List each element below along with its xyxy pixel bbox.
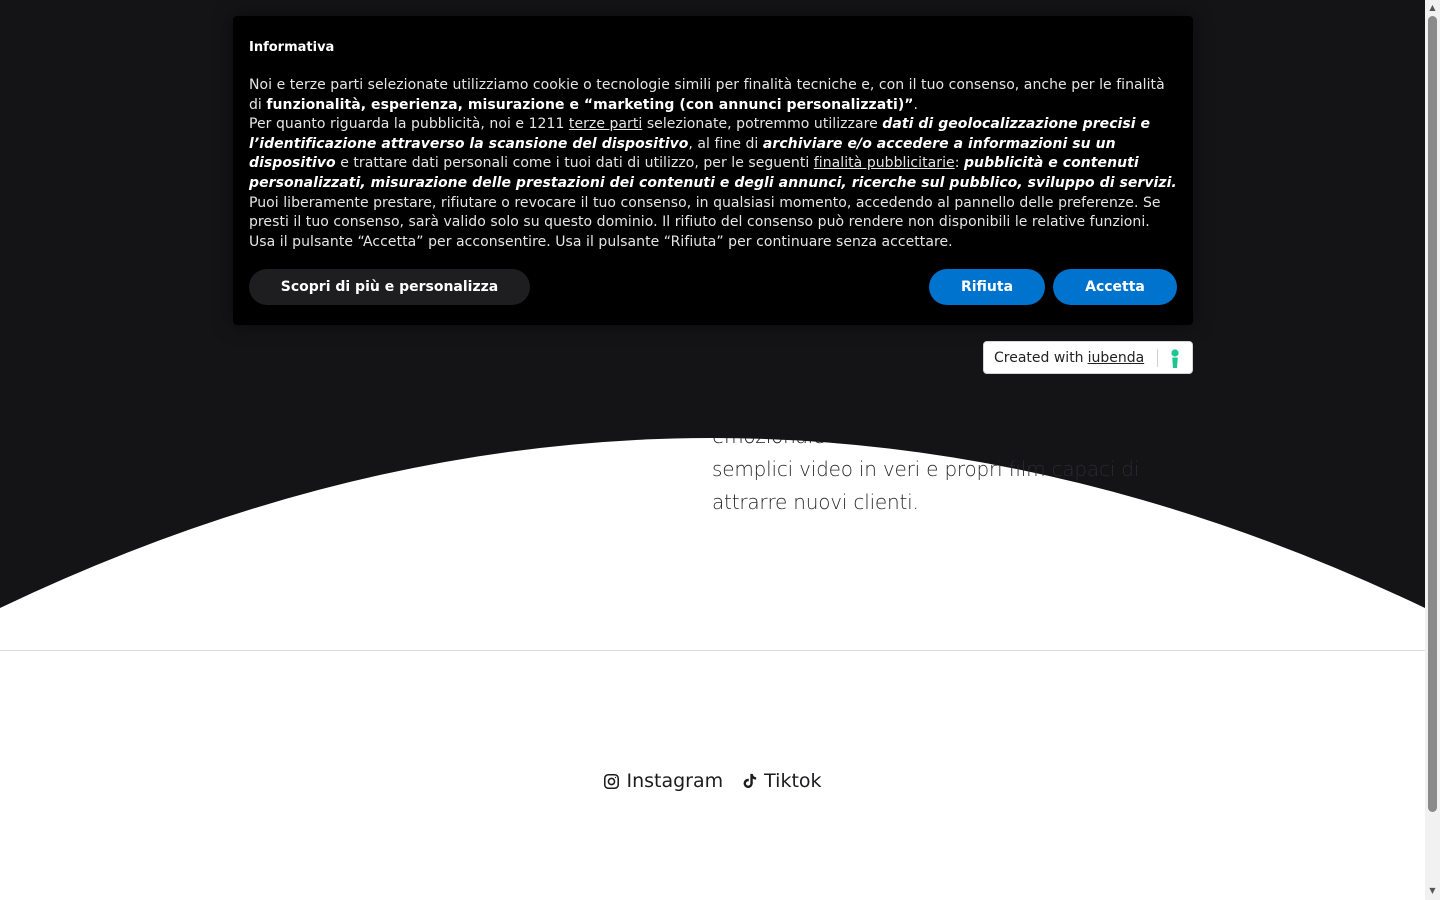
cookie-text-bold: funzionalità, esperienza, misurazione e “marketing (con annunci personalizzati)” <box>266 96 914 113</box>
learn-more-button[interactable]: Scopri di più e personalizza <box>249 269 530 305</box>
cookie-paragraph: Usa il pulsante “Accetta” per acconsentire. Usa il pulsante “Rifiuta” per continuare senza accettare. <box>249 233 953 250</box>
hero-text-line: attrarre nuovi clienti. <box>712 490 919 514</box>
hero-text-line: emozionale ce ... <box>712 424 879 448</box>
social-links <box>0 770 1425 792</box>
reject-button[interactable]: Rifiuta <box>929 269 1045 305</box>
third-parties-link[interactable]: terze parti <box>568 116 643 133</box>
cookie-banner-title: Informativa <box>249 40 335 55</box>
footer-divider <box>0 650 1425 651</box>
cookie-text: , al fine di <box>688 135 763 152</box>
cookie-text-emph: archiviare e/o accedere a informazioni su un dispositivo <box>249 135 1116 172</box>
cookie-text: Noi e terze parti selezionate utilizziamo cookie o tecnologie simili per finalità tecniche e, con il tuo consenso, anche per le finalità di <box>249 77 1165 113</box>
cookie-text: Per quanto riguarda la pubblicità, noi e 1211 <box>249 116 569 133</box>
accept-button[interactable]: Accetta <box>1053 269 1177 305</box>
scrollbar-thumb[interactable] <box>1428 16 1437 812</box>
tiktok-icon <box>741 772 758 790</box>
cookie-text: e trattare dati personali come i tuoi dati di utilizzo, per le seguenti <box>335 155 814 172</box>
iubenda-badge[interactable] <box>983 341 1193 374</box>
hero-text-line: semplici video in veri e propri film capaci di <box>712 457 1140 481</box>
cookie-text-emph: dati di geolocalizzazione precisi e l’identificazione attraverso la scansione del dispositivo <box>249 116 1151 152</box>
badge-divider <box>1157 349 1158 367</box>
cookie-paragraph: Puoi liberamente prestare, rifiutare o revocare il tuo consenso, in qualsiasi momento, accedendo al pannello delle preferenze. Se presti il tuo consenso, sarà valido solo su questo dominio. Il rifiuto del consenso può rendere non disponibili le relative funzioni. <box>249 194 1161 231</box>
scrollbar[interactable] <box>1425 0 1440 900</box>
cookie-text-emph: pubblicità e contenuti personalizzati, misurazione delle prestazioni dei contenuti e degli annunci, ricerche sul pubblico, sviluppo di servizi. <box>249 155 1177 191</box>
tiktok-label: Tiktok <box>764 770 822 792</box>
cookie-buttons <box>249 269 1177 305</box>
instagram-link[interactable] <box>603 770 723 792</box>
iubenda-link[interactable]: iubenda <box>1087 349 1145 366</box>
instagram-label: Instagram <box>626 770 724 792</box>
cookie-banner-text <box>249 76 1177 252</box>
cookie-banner <box>233 16 1193 325</box>
hero-description <box>712 420 1232 519</box>
tiktok-link[interactable] <box>741 770 821 792</box>
scroll-up-icon[interactable]: ▲ <box>1429 3 1436 12</box>
scroll-down-icon[interactable]: ▼ <box>1429 886 1436 895</box>
cookie-text: selezionate, potremmo utilizzare <box>642 116 883 133</box>
iubenda-prefix: Created with <box>994 349 1084 366</box>
cookie-text: : <box>954 155 964 172</box>
advertising-purposes-link[interactable]: finalità pubblicitarie <box>813 155 955 172</box>
cookie-paragraph <box>249 115 1177 193</box>
cookie-paragraph <box>249 76 1177 115</box>
instagram-icon <box>603 773 620 790</box>
cookie-text: . <box>913 96 919 113</box>
iubenda-logo-icon <box>1170 349 1180 372</box>
